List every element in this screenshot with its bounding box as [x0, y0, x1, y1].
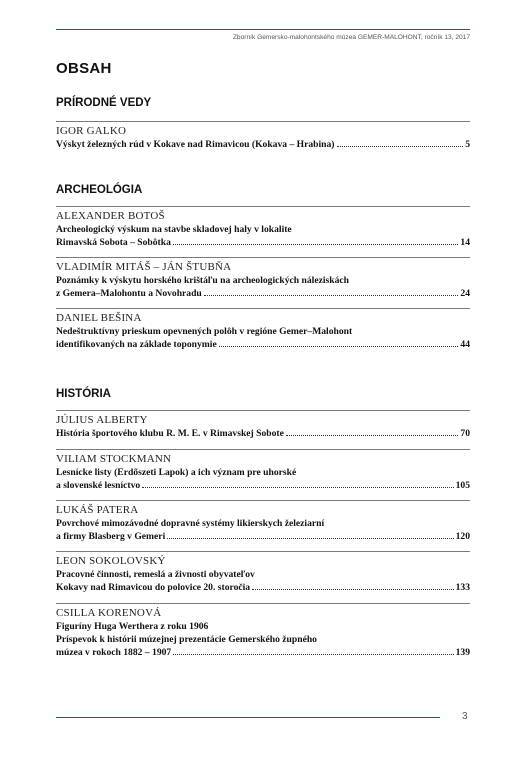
dot-leader — [286, 435, 459, 436]
footer-rule — [56, 717, 440, 718]
entry-divider — [56, 551, 470, 552]
entry-title: Figuríny Huga Werthera z roku 1906 — [56, 621, 209, 632]
entry-title: Pracovné činnosti, remeslá a živnosti obyvateľov — [56, 569, 255, 580]
entry-divider — [56, 410, 470, 411]
toc-entry — [56, 500, 470, 543]
dot-leader — [337, 146, 464, 147]
entry-divider — [56, 603, 470, 604]
entry-divider — [56, 449, 470, 450]
entry-author: JÚLIUS ALBERTY — [56, 414, 148, 426]
entry-page-number: 14 — [460, 237, 470, 248]
entry-divider — [56, 257, 470, 258]
entry-page-number: 24 — [460, 288, 470, 299]
entry-title-continued: Rimavská Sobota – Sobôtka — [56, 237, 171, 248]
header-rule — [56, 29, 470, 30]
entry-title-line — [56, 287, 470, 300]
entry-page-number: 133 — [455, 582, 470, 593]
entry-title-continued: a firmy Blasberg v Gemeri — [56, 531, 166, 542]
running-header: Zborník Gemersko-malohontského múzea GEMER-MALOHONT, ročník 13, 2017 — [232, 34, 470, 41]
toc-entry — [56, 410, 470, 440]
section-heading-archeologia: ARCHEOLÓGIA — [56, 184, 143, 196]
entry-title: Lesnícke listy (Erdőszeti Lapok) a ich význam pre uhorské — [56, 467, 297, 478]
entry-title-continued: z Gemera–Malohontu a Novohradu — [56, 288, 202, 299]
entry-subtitle: Príspevok k histórii múzejnej prezentácie Gemerského župného — [56, 634, 317, 645]
section-heading-prirodne-vedy: PRÍRODNÉ VEDY — [56, 97, 152, 109]
entry-title-line — [56, 646, 470, 659]
entry-author: ALEXANDER BOTOŠ — [56, 210, 165, 222]
entry-title: Poznámky k výskytu horského krištáľu na archeologických náleziskách — [56, 275, 349, 286]
entry-title-line — [56, 581, 470, 594]
page-number: 3 — [462, 711, 468, 722]
entry-title: Nedeštruktívny prieskum opevnených polôh v regióne Gemer–Malohont — [56, 326, 353, 337]
dot-leader — [252, 589, 454, 590]
entry-title-line — [56, 530, 470, 543]
entry-page-number: 120 — [455, 531, 470, 542]
entry-author: LEON SOKOLOVSKÝ — [56, 555, 166, 567]
section-heading-historia: HISTÓRIA — [56, 388, 111, 400]
dot-leader — [167, 538, 453, 539]
entry-page-number: 44 — [460, 339, 470, 350]
dot-leader — [219, 346, 459, 347]
entry-title-continued: a slovenské lesníctvo — [56, 480, 141, 491]
entry-divider — [56, 308, 470, 309]
entry-title-continued: identifikovaných na základe toponymie — [56, 339, 217, 350]
entry-title-continued: Kokavy nad Rimavicou do polovice 20. storočia — [56, 582, 251, 593]
dot-leader — [173, 654, 453, 655]
entry-author: VILIAM STOCKMANN — [56, 453, 172, 465]
page-title: OBSAH — [56, 60, 112, 77]
toc-entry — [56, 206, 470, 249]
dot-leader — [173, 244, 459, 245]
entry-title-continued: múzea v rokoch 1882 – 1907 — [56, 647, 172, 658]
entry-title-line — [56, 479, 470, 492]
dot-leader — [142, 487, 453, 488]
entry-author: VLADIMÍR MITÁŠ – JÁN ŠTUBŇA — [56, 261, 232, 273]
toc-entry — [56, 121, 470, 151]
entry-title: Archeologický výskum na stavbe skladovej haly v lokalite — [56, 224, 292, 235]
entry-page-number: 105 — [455, 480, 470, 491]
entry-page-number: 139 — [455, 647, 470, 658]
toc-entry — [56, 449, 470, 492]
toc-entry — [56, 551, 470, 594]
toc-entry — [56, 308, 470, 351]
entry-page-number: 70 — [460, 428, 470, 439]
entry-author: DANIEL BEŠINA — [56, 312, 142, 324]
entry-page-number: 5 — [465, 139, 470, 150]
entry-author: LUKÁŠ PATERA — [56, 504, 139, 516]
entry-author: IGOR GALKO — [56, 125, 127, 137]
entry-author: CSILLA KORENOVÁ — [56, 607, 162, 619]
entry-divider — [56, 121, 470, 122]
toc-entry — [56, 257, 470, 300]
entry-title: História športového klubu R. M. E. v Rimavskej Sobote — [56, 428, 284, 439]
dot-leader — [204, 295, 459, 296]
entry-title-line — [56, 427, 470, 440]
entry-title-line — [56, 236, 470, 249]
toc-entry — [56, 603, 470, 659]
entry-title-line — [56, 338, 470, 351]
entry-title: Povrchové mimozávodné dopravné systémy likierskych železiarní — [56, 518, 325, 529]
entry-title: Výskyt železných rúd v Kokave nad Rimavicou (Kokava – Hrabina) — [56, 139, 335, 150]
entry-title-line — [56, 138, 470, 151]
entry-divider — [56, 206, 470, 207]
entry-divider — [56, 500, 470, 501]
